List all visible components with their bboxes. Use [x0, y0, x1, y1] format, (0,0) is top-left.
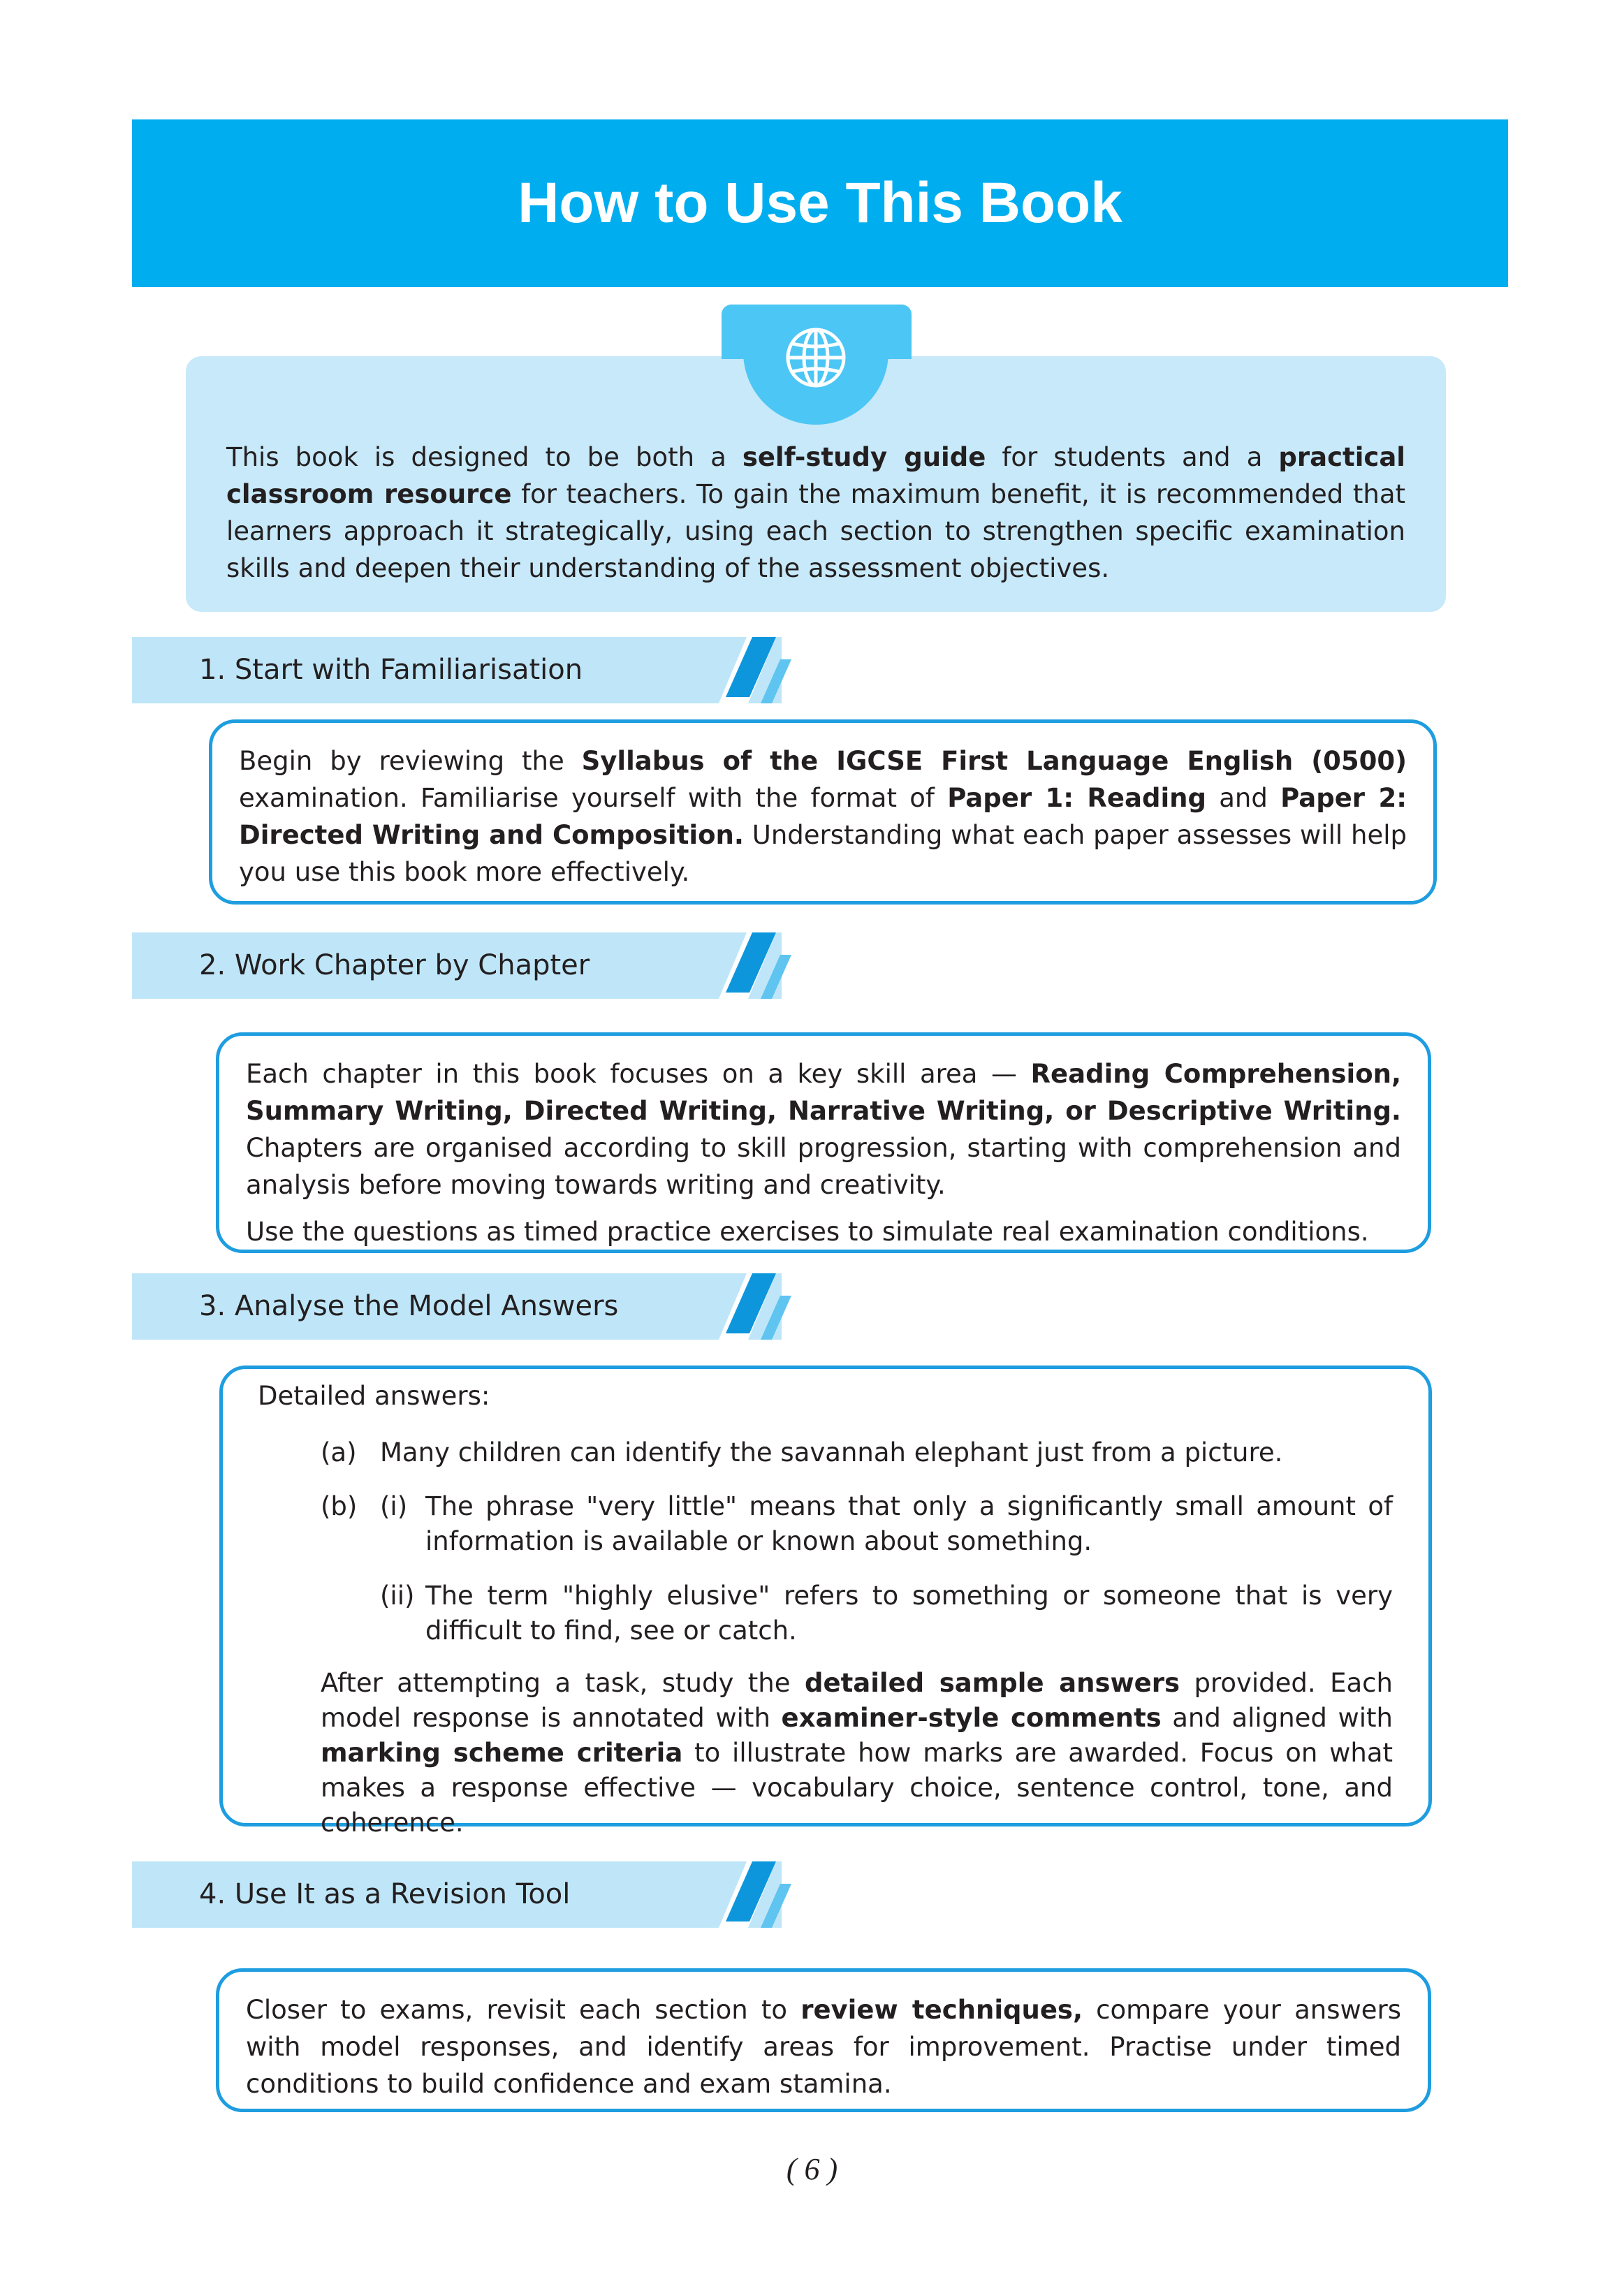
globe-icon — [782, 324, 849, 391]
s2-bold-1: Reading Comprehension, Summary Writing, Directed Writing, Narrative Writing, or Descriptive Writing. — [246, 1059, 1402, 1126]
double-slash-icon — [719, 637, 803, 703]
intro-paragraph — [226, 439, 1405, 587]
double-slash-icon — [719, 1273, 803, 1340]
intro-bold-2: practical classroom resource — [226, 442, 1405, 509]
s1-text-3: and — [1206, 783, 1281, 813]
intro-text-1: This book is designed to be both a — [226, 442, 742, 472]
s3-text-3: and aligned with — [1161, 1703, 1393, 1733]
section-4-box — [216, 1968, 1431, 2112]
double-slash-icon — [719, 1861, 803, 1928]
section-heading-3-label: 3. Analyse the Model Answers — [199, 1290, 619, 1322]
double-slash-icon — [719, 932, 803, 999]
section-4-paragraph — [246, 1991, 1401, 2102]
s3-bold-3: marking scheme criteria — [321, 1738, 683, 1768]
intro-bold-1: self-study guide — [742, 442, 986, 472]
answers-label: Detailed answers: — [258, 1381, 490, 1411]
answer-b-label: (b) — [321, 1491, 358, 1521]
s1-bold-3: Paper 2: Directed Writing and Composition. — [239, 783, 1407, 850]
section-heading-1 — [132, 637, 782, 703]
s1-text-2: examination. Familiarise yourself with the format of — [239, 783, 948, 813]
section-3-paragraph — [321, 1666, 1393, 1840]
s2-text-2: Chapters are organised according to skill progression, starting with comprehension and analysis before moving towards writing and creativity. — [246, 1133, 1401, 1200]
s4-text-1: Closer to exams, revisit each section to — [246, 1995, 801, 2025]
section-heading-4 — [132, 1861, 782, 1928]
s2-text-1: Each chapter in this book focuses on a key skill area — — [246, 1059, 1031, 1089]
page-title: How to Use This Book — [518, 171, 1122, 235]
s4-bold-1: review techniques, — [800, 1995, 1083, 2025]
section-heading-2-label: 2. Work Chapter by Chapter — [199, 949, 590, 981]
section-heading-2 — [132, 932, 782, 999]
section-3-box — [219, 1366, 1432, 1838]
s4-text-2: compare your answers with model responses, and identify areas for improvement. Practise under timed conditions to build confidence and exam stamina. — [246, 1995, 1401, 2099]
section-heading-3 — [132, 1273, 782, 1340]
section-1-paragraph — [239, 742, 1407, 891]
s1-bold-2: Paper 1: Reading — [947, 783, 1206, 813]
answer-bii-label: (ii) — [380, 1581, 415, 1611]
section-1-box — [209, 719, 1437, 905]
s3-bold-2: examiner-style comments — [781, 1703, 1162, 1733]
s1-bold-1: Syllabus of the IGCSE First Language English (0500) — [581, 746, 1407, 776]
s1-text-1: Begin by reviewing the — [239, 746, 582, 776]
intro-text-3: for teachers. To gain the maximum benefit, it is recommended that learners approach it strategically, using each section to strengthen specific examination skills and deepen their understanding of the assessment objectives. — [226, 479, 1405, 583]
section-2-paragraph-2: Use the questions as timed practice exercises to simulate real examination conditions. — [246, 1217, 1369, 1247]
answer-a-text: Many children can identify the savannah elephant just from a picture. — [380, 1437, 1283, 1467]
s3-text-2: provided. Each model response is annotated with — [321, 1668, 1393, 1733]
answer-bii-text: The term "highly elusive" refers to something or someone that is very difficult to find, see or catch. — [425, 1581, 1393, 1646]
section-2-box — [216, 1032, 1431, 1253]
intro-text-2: for students and a — [986, 442, 1279, 472]
page-number: ( 6 ) — [786, 2152, 838, 2186]
s1-text-4: Understanding what each paper assesses will help you use this book more effectively. — [239, 820, 1407, 887]
answer-bi-text: The phrase "very little" means that only a significantly small amount of information is available or known about something. — [425, 1491, 1393, 1556]
answer-bi-label: (i) — [380, 1491, 408, 1521]
s3-bold-1: detailed sample answers — [804, 1668, 1180, 1698]
section-heading-1-label: 1. Start with Familiarisation — [199, 654, 583, 686]
section-heading-4-label: 4. Use It as a Revision Tool — [199, 1878, 571, 1910]
s3-text-1: After attempting a task, study the — [321, 1668, 805, 1698]
title-banner — [132, 119, 1508, 287]
s3-text-4: to illustrate how marks are awarded. Focus on what makes a response effective — vocabulary choice, sentence control, tone, and coherence. — [321, 1738, 1393, 1838]
section-2-paragraph — [246, 1055, 1401, 1203]
answer-a-label: (a) — [321, 1437, 357, 1467]
